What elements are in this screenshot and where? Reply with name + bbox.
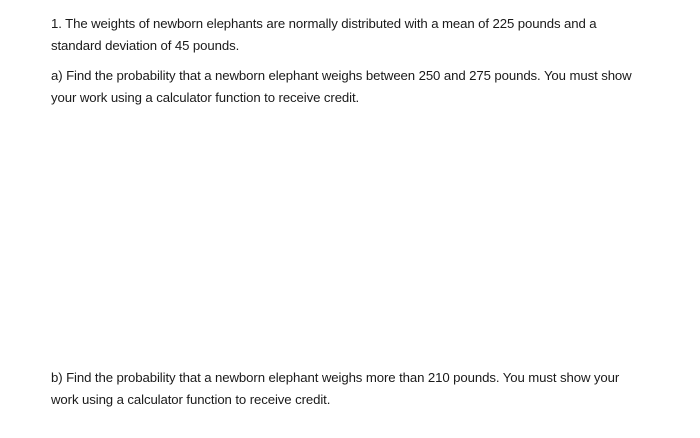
part-b-line-1: b) Find the probability that a newborn elephant weighs more than 210 pounds. You must show your bbox=[51, 370, 620, 385]
part-a-line-1: a) Find the probability that a newborn elephant weighs between 250 and 275 pounds. You must show bbox=[51, 68, 632, 83]
question-1-line-1: 1. The weights of newborn elephants are normally distributed with a mean of 225 pounds and a bbox=[51, 16, 597, 31]
part-b-line-2: work using a calculator function to receive credit. bbox=[51, 392, 331, 407]
question-1-line-2: standard deviation of 45 pounds. bbox=[51, 38, 240, 53]
part-b-text bbox=[51, 367, 691, 411]
part-a-text bbox=[51, 65, 691, 109]
part-a-line-2: your work using a calculator function to receive credit. bbox=[51, 90, 360, 105]
question-1-text bbox=[51, 13, 691, 57]
